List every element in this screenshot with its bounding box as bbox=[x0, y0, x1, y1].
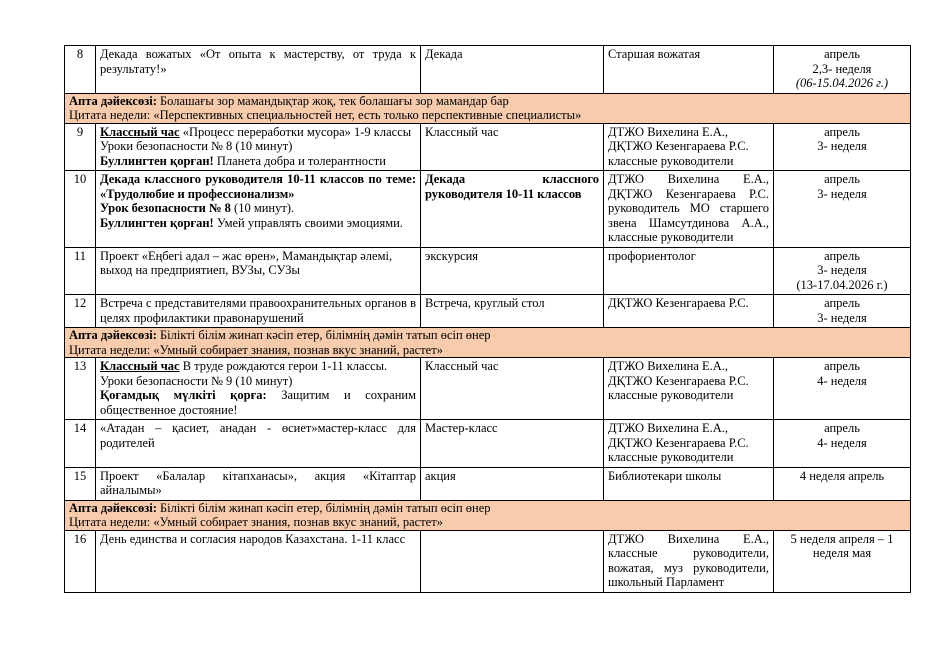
event-text: Планета добра и толерантности bbox=[213, 153, 386, 168]
form-cell: Классный час bbox=[421, 123, 604, 171]
plan-table bbox=[64, 45, 911, 593]
week-quote-kz: Білікті білім жинап кәсіп етер, білімнің дәмін татып өсіп өнер bbox=[156, 328, 491, 342]
date-cell bbox=[774, 295, 911, 328]
responsible-cell: ДТЖО Вихелина Е.А., ДҚТЖО Кезенгараева Р.С. классные руководители bbox=[604, 420, 774, 468]
event-text: «Процесс переработки мусора» 1-9 классы Уроки безопасности № 8 (10 минут) bbox=[100, 124, 412, 153]
date-range: (06-15.04.2026 г.) bbox=[795, 76, 889, 90]
event-text: Защитим и сохраним общественное достояние! bbox=[100, 388, 417, 417]
date-month: апрель bbox=[824, 359, 860, 373]
date-week: 2,3- неделя bbox=[812, 61, 872, 76]
week-quote-ru: Цитата недели: «Умный собирает знания, познав вкус знаний, растет» bbox=[69, 515, 443, 529]
form-cell: Встреча, круглый стол bbox=[421, 295, 604, 328]
table-row bbox=[65, 247, 911, 295]
date-cell bbox=[774, 171, 911, 248]
responsible-cell: Библиотекари школы bbox=[604, 467, 774, 500]
row-number: 11 bbox=[65, 247, 96, 295]
table-row bbox=[65, 46, 911, 94]
date-cell bbox=[774, 123, 911, 171]
date-month: апрель bbox=[824, 124, 860, 139]
date-month: апрель bbox=[824, 248, 860, 263]
week-quote-kz: Болашағы зор мамандықтар жоқ, тек болашағы зор мамандар бар bbox=[156, 93, 509, 108]
event-title-bold: Буллингтен қорған! bbox=[100, 215, 214, 230]
week-quote-ru: Цитата недели: «Умный собирает знания, познав вкус знаний, растет» bbox=[69, 342, 443, 357]
form-cell: Мастер-класс bbox=[421, 420, 604, 468]
event-cell bbox=[96, 358, 421, 420]
responsible-cell: ДТЖО Вихелина Е.А., классные руководители, вожатая, муз руководители, школьный Парламент bbox=[604, 530, 774, 592]
date-week: 4- неделя bbox=[817, 373, 867, 388]
event-title-bold: Буллингтен қорған! bbox=[100, 153, 214, 168]
event-text: (10 минут). bbox=[230, 201, 295, 215]
event-text: Уроки безопасности № 9 (10 минут) bbox=[100, 373, 293, 388]
event-cell: Проект «Балалар кітапханасы», акция «Кітаптар айналымы» bbox=[96, 467, 421, 500]
responsible-cell: ДҚТЖО Кезенгараева Р.С. bbox=[604, 295, 774, 328]
row-number: 9 bbox=[65, 123, 96, 171]
responsible-cell: профориентолог bbox=[604, 247, 774, 295]
date-week: 3- неделя bbox=[817, 186, 867, 201]
table-row bbox=[65, 295, 911, 328]
row-number: 12 bbox=[65, 295, 96, 328]
date-week: 4- неделя bbox=[817, 435, 867, 450]
event-title-bold: Декада классного руководителя 10-11 классов по теме: «Трудолюбие и профессионализм» bbox=[100, 172, 416, 201]
date-cell bbox=[774, 358, 911, 420]
date-week: 3- неделя bbox=[817, 263, 867, 277]
date-range: (13-17.04.2026 г.) bbox=[796, 277, 888, 292]
event-cell: Декада вожатых «От опыта к мастерству, от труда к результату!» bbox=[96, 46, 421, 94]
date-cell: 5 неделя апреля – 1 неделя мая bbox=[774, 530, 911, 592]
event-text: Умей управлять своими эмоциями. bbox=[213, 215, 403, 230]
form-cell bbox=[421, 530, 604, 592]
table-row bbox=[65, 467, 911, 500]
row-number: 14 bbox=[65, 420, 96, 468]
responsible-cell: ДТЖО Вихелина Е.А., ДҚТЖО Кезенгараева Р.С. классные руководители bbox=[604, 358, 774, 420]
week-quote-row bbox=[65, 500, 911, 530]
responsible-cell: ДТЖО Вихелина Е.А., ДҚТЖО Кезенгараева Р.С. классные руководители bbox=[604, 123, 774, 171]
responsible-cell: ДТЖО Вихелина Е.А., ДҚТЖО Кезенгараева Р.С. руководитель МО старшего звена Шамсутдинова А.А., классные руководители bbox=[604, 171, 774, 248]
date-month: апрель bbox=[824, 172, 860, 186]
event-cell bbox=[96, 123, 421, 171]
week-quote-cell bbox=[65, 93, 911, 123]
week-quote-label: Апта дәйексөзі: bbox=[69, 500, 157, 515]
date-cell: 4 неделя апрель bbox=[774, 467, 911, 500]
responsible-cell: Старшая вожатая bbox=[604, 46, 774, 94]
event-title-bold: Қоғамдық мүлкіті қорға: bbox=[100, 388, 267, 402]
week-quote-row bbox=[65, 93, 911, 123]
event-cell bbox=[96, 171, 421, 248]
form-cell: акция bbox=[421, 467, 604, 500]
table-row bbox=[65, 171, 911, 248]
event-text: В труде рождаются герои 1-11 классы. bbox=[179, 359, 388, 373]
date-month: апрель bbox=[824, 421, 860, 435]
date-cell bbox=[774, 46, 911, 94]
week-quote-kz: Білікті білім жинап кәсіп етер, білімнің дәмін татып өсіп өнер bbox=[156, 500, 491, 515]
date-week: 3- неделя bbox=[817, 310, 867, 325]
row-number: 15 bbox=[65, 467, 96, 500]
table-row bbox=[65, 530, 911, 592]
date-cell bbox=[774, 420, 911, 468]
table-row bbox=[65, 358, 911, 420]
event-cell: Встреча с представителями правоохранительных органов в целях профилактики правонарушений bbox=[96, 295, 421, 328]
date-cell bbox=[774, 247, 911, 295]
form-cell: экскурсия bbox=[421, 247, 604, 295]
row-number: 13 bbox=[65, 358, 96, 420]
week-quote-cell bbox=[65, 500, 911, 530]
date-month: апрель bbox=[824, 47, 860, 61]
event-title-bold: Классный час bbox=[100, 359, 180, 373]
week-quote-label: Апта дәйексөзі: bbox=[69, 93, 157, 108]
table-row bbox=[65, 123, 911, 171]
week-quote-label: Апта дәйексөзі: bbox=[69, 328, 157, 342]
row-number: 10 bbox=[65, 171, 96, 248]
week-quote-row bbox=[65, 328, 911, 358]
date-month: апрель bbox=[824, 296, 860, 310]
event-cell: «Атадан – қасиет, анадан - өсиет»мастер-класс для родителей bbox=[96, 420, 421, 468]
form-cell: Классный час bbox=[421, 358, 604, 420]
event-cell: Проект «Еңбегі адал – жас өрен», Мамандықтар әлемі, выход на предприятиеп, ВУЗы, СУЗы bbox=[96, 247, 421, 295]
week-quote-cell bbox=[65, 328, 911, 358]
row-number: 8 bbox=[65, 46, 96, 94]
event-title-bold: Классный час bbox=[100, 124, 180, 139]
event-cell: День единства и согласия народов Казахстана. 1-11 класс bbox=[96, 530, 421, 592]
table-row bbox=[65, 420, 911, 468]
event-title-bold: Урок безопасности № 8 bbox=[100, 201, 231, 215]
form-cell: Декада классного руководителя 10-11 классов bbox=[421, 171, 604, 248]
form-cell: Декада bbox=[421, 46, 604, 94]
date-week: 3- неделя bbox=[817, 139, 867, 153]
row-number: 16 bbox=[65, 530, 96, 592]
week-quote-ru: Цитата недели: «Перспективных специальностей нет, есть только перспективные специалисты» bbox=[69, 108, 582, 122]
